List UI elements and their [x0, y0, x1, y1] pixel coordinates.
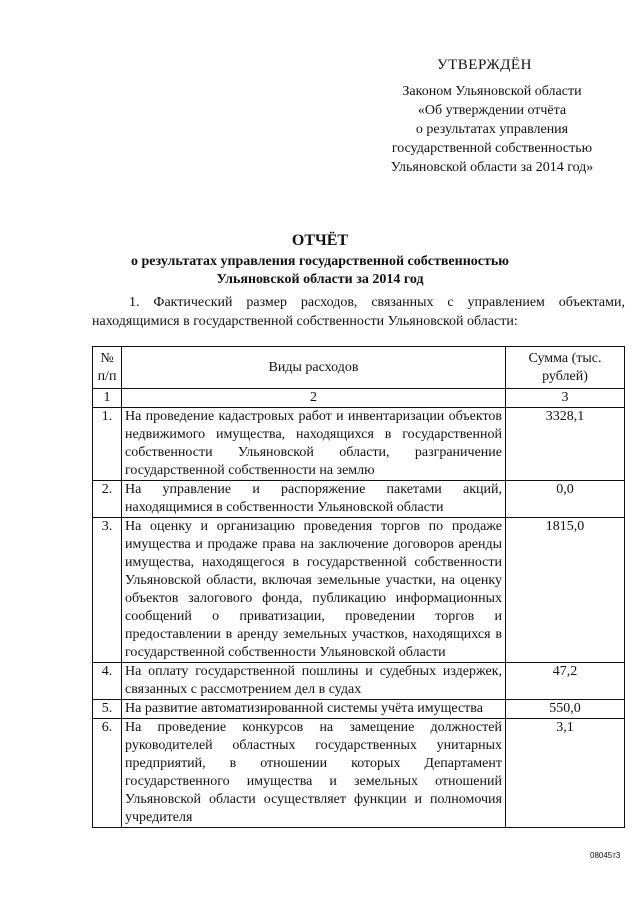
table-row [93, 719, 625, 828]
approval-heading: УТВЕРЖДЁН [437, 57, 532, 73]
column-number-row [93, 389, 625, 408]
row-type: На управление и распоряжение пакетами акций, находящимися в собственности Ульяновской области [122, 481, 506, 518]
report-subtitle [0, 253, 640, 289]
row-num: 3. [93, 518, 122, 663]
row-num: 2. [93, 481, 122, 518]
row-sum: 0,0 [506, 481, 625, 518]
table-row [93, 518, 625, 663]
table-row [93, 408, 625, 481]
row-sum: 3328,1 [506, 408, 625, 481]
header-type: Виды расходов [122, 347, 506, 389]
approval-line: государственной собственностью [391, 141, 593, 156]
approval-line: Ульяновской области за 2014 год» [390, 160, 594, 175]
row-sum: 3,1 [506, 719, 625, 828]
approval-line: о результатах управления [415, 122, 569, 137]
approval-line: Законом Ульяновской области [402, 84, 582, 99]
row-num: 4. [93, 663, 122, 700]
row-type: На проведение конкурсов на замещение должностей руководителей областных государственных унитарных предприятий, в отношении которых Департамент государственного имущества и земельных отношений Ульяновской области осуществляет функции и полномочия учредителя [122, 719, 506, 828]
header-sum: Сумма (тыс. рублей) [506, 347, 625, 389]
document-stamp: 08045т3 [590, 851, 621, 860]
table-row [93, 700, 625, 719]
row-type: На оценку и организацию проведения торгов по продаже имущества и продаже права на заключение договоров аренды имущества, находящегося в государственной собственности Ульяновской области, включая земельные участки, на оценку объектов залогового фонда, публикацию информационных сообщений о приватизации, проведении торгов и предоставлении в аренду земельных участков, находящихся в государственной собственности Ульяновской области [122, 518, 506, 663]
row-num: 6. [93, 719, 122, 828]
row-num: 5. [93, 700, 122, 719]
subtitle-line: о результатах управления государственной собственностью [131, 254, 509, 269]
table-header-row [93, 347, 625, 389]
table-row [93, 663, 625, 700]
row-type: На развитие автоматизированной системы учёта имущества [122, 700, 506, 719]
column-number: 3 [506, 389, 625, 408]
row-num: 1. [93, 408, 122, 481]
intro-paragraph: 1. Фактический размер расходов, связанных с управлением объектами, находящимися в государственной собственности Ульяновской области: [92, 295, 625, 329]
row-type: На оплату государственной пошлины и судебных издержек, связанных с рассмотрением дел в судах [122, 663, 506, 700]
table-row [93, 481, 625, 518]
row-sum: 1815,0 [506, 518, 625, 663]
column-number: 1 [93, 389, 122, 408]
approval-law-block [372, 82, 612, 177]
report-title: ОТЧЁТ [291, 232, 349, 249]
column-number: 2 [122, 389, 506, 408]
subtitle-line: Ульяновской области за 2014 год [216, 272, 424, 287]
row-sum: 550,0 [506, 700, 625, 719]
expenses-table [92, 346, 625, 828]
row-sum: 47,2 [506, 663, 625, 700]
approval-line: «Об утверждении отчёта [417, 103, 567, 118]
row-type: На проведение кадастровых работ и инвентаризации объектов недвижимого имущества, находящихся в государственной собственности Ульяновской области, разграничение государственной собственности на землю [122, 408, 506, 481]
header-num: № п/п [93, 347, 122, 389]
